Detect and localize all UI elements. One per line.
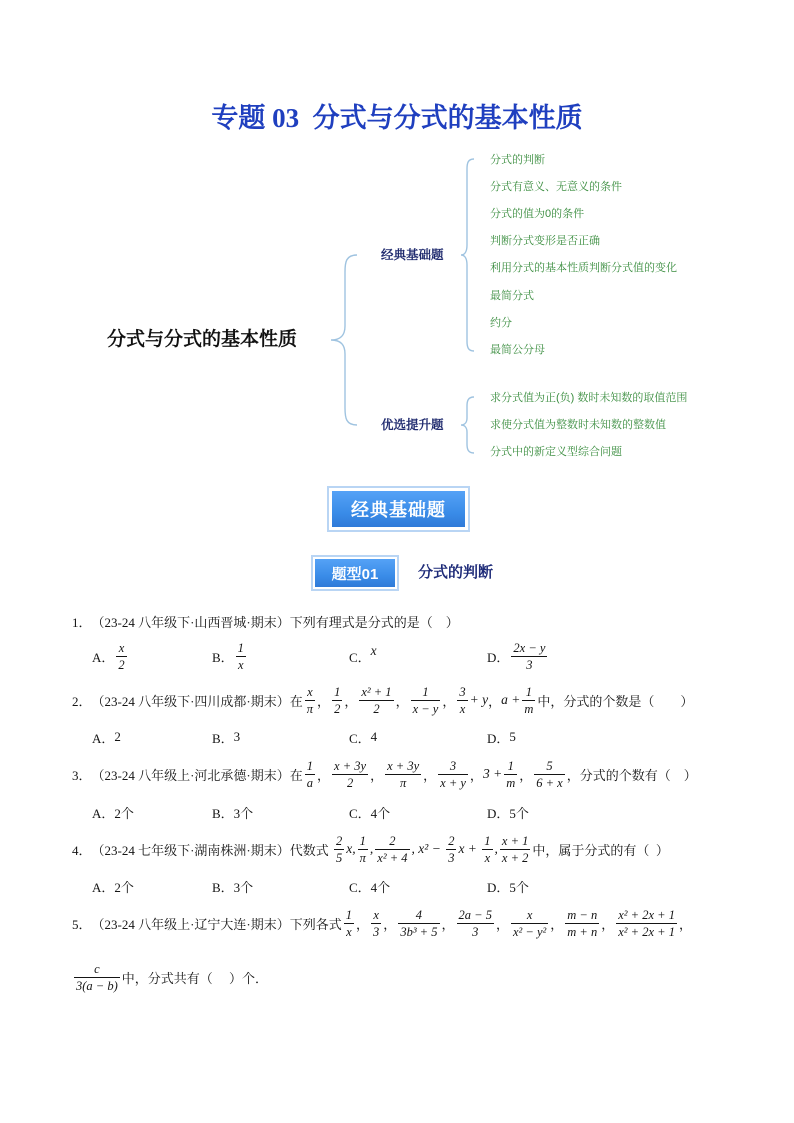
branch-2-brace — [461, 397, 474, 453]
fraction-numerator: x² + 2x + 1 — [618, 907, 675, 922]
fraction — [522, 685, 535, 716]
option-label: B． — [212, 730, 234, 746]
fraction — [457, 685, 467, 716]
question-stem-continued — [72, 962, 268, 993]
text-segment: 3个 — [233, 805, 254, 821]
question-stem — [290, 685, 694, 716]
option-value — [509, 877, 529, 896]
fraction-denominator: 2 — [334, 701, 341, 716]
fraction — [438, 759, 468, 790]
question-5 — [72, 906, 692, 940]
fraction-numerator: 1 — [507, 758, 514, 773]
fraction-numerator: 1 — [422, 684, 429, 699]
option-a — [92, 639, 129, 673]
option-label: D． — [487, 805, 510, 821]
text-segment: ， — [356, 916, 370, 932]
fraction-denominator: π — [359, 850, 366, 865]
fraction-denominator: x — [457, 700, 467, 716]
option-value — [114, 803, 134, 822]
fraction — [116, 641, 126, 672]
fraction-numerator: 2x − y — [513, 640, 546, 655]
question-2-options — [0, 720, 794, 754]
fraction-denominator: x — [236, 656, 246, 672]
option-label: C． — [349, 805, 371, 821]
option-label: A． — [92, 879, 115, 895]
fraction — [74, 962, 120, 993]
text-segment: 4个 — [370, 879, 391, 895]
math-expression: , — [494, 841, 498, 856]
option-value — [114, 877, 134, 896]
text-segment: 4个 — [370, 805, 391, 821]
fraction-denominator: x + 2 — [501, 850, 529, 865]
fraction-denominator: π — [385, 774, 421, 790]
text-segment: 下列有理式是分式的是（ ） — [289, 614, 459, 630]
math-expression: , x² − — [411, 841, 445, 856]
fraction — [359, 685, 393, 716]
text-segment: ， — [601, 916, 615, 932]
fraction-denominator: m — [506, 775, 516, 790]
option-value — [509, 729, 516, 745]
fraction — [305, 685, 315, 716]
topic-badge — [311, 555, 399, 591]
option-a — [92, 795, 134, 829]
math-expression: a + — [501, 692, 521, 707]
fraction-numerator: 1 — [484, 833, 491, 848]
fraction — [358, 834, 368, 865]
fraction-denominator: 3 — [448, 850, 455, 865]
option-label: A． — [92, 649, 115, 665]
option-d — [487, 795, 529, 829]
text-segment: 2个 — [114, 879, 134, 895]
fraction — [446, 834, 456, 865]
fraction-numerator: 1 — [525, 684, 533, 699]
mindmap-leaf: 分式有意义、无意义的条件 — [490, 181, 622, 193]
fraction-numerator: 1 — [306, 758, 314, 773]
option-label: A． — [92, 805, 115, 821]
option-value — [371, 803, 391, 822]
option-d — [487, 869, 529, 903]
fraction — [398, 908, 439, 939]
fraction-numerator: x + 3y — [334, 758, 367, 773]
text-segment: ， — [550, 916, 564, 932]
text-segment: ， — [317, 767, 331, 783]
text-segment: ，分式的个数有（ ） — [566, 767, 697, 783]
option-c — [349, 720, 377, 754]
fraction — [482, 834, 492, 865]
text-segment: 2个 — [114, 805, 134, 821]
text-segment: ， — [344, 693, 358, 709]
question-4 — [72, 832, 669, 866]
mindmap-leaf: 约分 — [490, 317, 512, 329]
question-source: （23-24 八年级下·四川成都·期末） — [91, 693, 290, 709]
question-4-options — [0, 869, 794, 903]
fraction-numerator: x — [118, 640, 125, 655]
fraction — [344, 908, 354, 939]
topic-badge-label: 题型01 — [315, 559, 395, 587]
text-segment: 4 — [370, 729, 378, 744]
mindmap-leaf: 分式的值为0的条件 — [490, 208, 585, 220]
mindmap-leaf: 分式中的新定义型综合问题 — [490, 446, 622, 458]
math-expression: x — [370, 643, 377, 658]
text-segment: ， — [370, 767, 384, 783]
option-value — [114, 641, 128, 672]
fraction-denominator: a — [306, 775, 314, 790]
mindmap-braces — [0, 0, 794, 480]
option-label: C． — [349, 730, 371, 746]
fraction — [511, 908, 548, 939]
fraction — [332, 759, 368, 790]
option-d — [487, 720, 516, 754]
fraction-denominator: π — [306, 701, 314, 716]
text-segment: ， — [519, 767, 533, 783]
text-segment: ， — [678, 916, 692, 932]
option-value — [509, 803, 529, 822]
mindmap-leaf: 求分式值为正(负) 数时未知数的取值范围 — [490, 392, 688, 404]
fraction — [457, 908, 494, 939]
question-stem — [290, 612, 459, 631]
text-segment: 2 — [114, 729, 121, 744]
option-label: B． — [212, 649, 234, 665]
text-segment: 中，分式的个数是（ ） — [537, 693, 694, 709]
option-value — [509, 641, 549, 672]
mindmap-leaf: 分式的判断 — [490, 154, 545, 166]
fraction — [616, 908, 677, 939]
text-segment: ， — [395, 693, 409, 709]
question-stem — [290, 834, 669, 865]
mindmap — [0, 0, 794, 480]
question-3-options — [0, 795, 794, 829]
mindmap-root: 分式与分式的基本性质 — [107, 329, 298, 350]
fraction — [504, 759, 517, 790]
fraction-denominator: x — [482, 849, 492, 865]
option-value — [371, 643, 377, 659]
text-segment: 5 — [509, 729, 516, 744]
option-a — [92, 720, 121, 754]
fraction-denominator: 2 — [359, 700, 393, 716]
fraction — [565, 908, 599, 939]
fraction-numerator: 2 — [448, 833, 455, 848]
fraction-denominator: x + y — [440, 775, 466, 790]
question-number: 3． — [72, 767, 92, 783]
math-expression: 3 + — [482, 766, 503, 781]
option-value — [114, 729, 121, 745]
fraction-numerator: 5 — [546, 758, 553, 773]
option-value — [234, 729, 241, 745]
text-segment: 5个 — [509, 879, 529, 895]
fraction-denominator: 3 — [373, 924, 380, 939]
fraction-numerator: x + 1 — [501, 833, 529, 848]
fraction-denominator: x — [344, 923, 354, 939]
question-stem — [290, 759, 697, 790]
text-segment: 在 — [289, 693, 303, 709]
option-label: D． — [487, 879, 510, 895]
fraction-numerator: 3 — [459, 684, 466, 699]
option-value — [371, 877, 391, 896]
question-1-options — [0, 639, 794, 673]
fraction-numerator: m − n — [567, 907, 598, 922]
fraction — [236, 641, 246, 672]
text-segment: ， — [317, 693, 331, 709]
option-value — [234, 803, 254, 822]
question-source: （23-24 八年级上·辽宁大连·期末） — [91, 916, 290, 932]
question-5-continued — [72, 960, 268, 994]
question-1 — [72, 604, 459, 638]
text-segment: ， — [442, 693, 456, 709]
option-label: C． — [349, 879, 371, 895]
question-stem — [290, 908, 692, 939]
mindmap-leaf: 最简公分母 — [490, 344, 545, 356]
option-label: D． — [487, 649, 510, 665]
text-segment: 下列各式 — [289, 916, 342, 932]
question-source: （23-24 八年级下·山西晋城·期末） — [91, 614, 290, 630]
fraction-denominator: x² − y² — [512, 924, 547, 939]
fraction-numerator: x + 3y — [387, 758, 420, 773]
fraction — [511, 641, 547, 672]
fraction-numerator: x — [526, 907, 533, 922]
fraction — [411, 685, 441, 716]
option-value — [234, 877, 254, 896]
root-brace — [331, 255, 357, 425]
fraction — [375, 834, 409, 865]
option-label: B． — [212, 879, 234, 895]
fraction-denominator: m + n — [567, 924, 598, 939]
fraction-denominator: 2 — [332, 774, 368, 790]
option-b — [212, 869, 253, 903]
option-c — [349, 869, 390, 903]
fraction-denominator: x² + 4 — [377, 850, 408, 865]
fraction-numerator: x — [373, 907, 379, 922]
mindmap-branch-advanced: 优选提升题 — [381, 418, 444, 432]
mindmap-branch-basic: 经典基础题 — [381, 248, 444, 262]
fraction-denominator: 6 + x — [536, 775, 563, 790]
fraction — [385, 759, 421, 790]
question-source: （23-24 八年级上·河北承德·期末） — [91, 767, 290, 783]
fraction-numerator: 4 — [415, 907, 423, 922]
option-b — [212, 720, 240, 754]
text-segment: 在 — [289, 767, 303, 783]
question-2 — [72, 683, 693, 717]
option-label: D． — [487, 730, 510, 746]
option-label: B． — [212, 805, 234, 821]
option-c — [349, 795, 390, 829]
option-b — [212, 795, 253, 829]
fraction-numerator: 2 — [389, 833, 396, 848]
fraction-numerator: 1 — [237, 640, 244, 655]
section-banner-label: 经典基础题 — [332, 491, 465, 527]
mindmap-leaf: 判断分式变形是否正确 — [490, 235, 600, 247]
fraction-numerator: x² + 1 — [361, 684, 392, 699]
question-number: 1． — [72, 614, 92, 630]
text-segment: ， — [423, 767, 437, 783]
fraction-denominator: x − y — [412, 701, 439, 716]
fraction-numerator: 1 — [345, 907, 353, 922]
fraction-numerator: 2 — [336, 833, 343, 848]
fraction-denominator: 5 — [336, 850, 343, 865]
text-segment: 5个 — [509, 805, 529, 821]
option-a — [92, 869, 134, 903]
option-label: A． — [92, 730, 115, 746]
text-segment: 中，分式共有（ ）个． — [121, 970, 269, 986]
fraction — [334, 834, 344, 865]
fraction-numerator: x — [307, 684, 313, 699]
fraction-numerator: 1 — [334, 684, 341, 699]
option-d — [487, 639, 549, 673]
text-segment: 3 — [233, 729, 241, 744]
fraction — [371, 908, 381, 939]
option-label: C． — [349, 649, 371, 665]
fraction — [534, 759, 564, 790]
section-banner — [327, 486, 470, 532]
math-expression: , — [369, 841, 374, 856]
math-expression: + y — [469, 692, 489, 707]
mindmap-leaf: 求使分式值为整数时未知数的整数值 — [490, 419, 666, 431]
text-segment: 中，属于分式的有（ ） — [532, 842, 669, 858]
branch-1-brace — [461, 159, 474, 351]
option-b — [212, 639, 248, 673]
fraction-denominator: 3 — [457, 923, 494, 939]
text-segment: ， — [488, 693, 502, 709]
question-source: （23-24 七年级下·湖南株洲·期末） — [91, 842, 290, 858]
option-c — [349, 639, 377, 673]
fraction-denominator: x² + 2x + 1 — [618, 924, 675, 939]
question-number: 2． — [72, 693, 92, 709]
fraction-denominator: 2 — [118, 657, 125, 672]
fraction-numerator: 2a − 5 — [458, 907, 492, 922]
fraction-denominator: 3 — [511, 656, 547, 672]
fraction — [305, 759, 315, 790]
topic-title: 分式的判断 — [418, 564, 494, 581]
mindmap-leaf: 利用分式的基本性质判断分式值的变化 — [490, 262, 677, 274]
text-segment: ， — [441, 916, 455, 932]
fraction — [500, 834, 530, 865]
fraction-denominator: m — [524, 701, 534, 716]
question-3 — [72, 757, 697, 791]
question-number: 4． — [72, 842, 92, 858]
mindmap-leaf: 最简分式 — [490, 290, 534, 302]
math-expression: x + — [458, 841, 481, 856]
text-segment: ， — [495, 916, 509, 932]
fraction-numerator: c — [94, 961, 100, 976]
text-segment: ， — [469, 767, 483, 783]
question-number: 5． — [72, 916, 92, 932]
option-value — [371, 729, 378, 745]
option-value — [234, 641, 248, 672]
fraction — [332, 685, 342, 716]
fraction-numerator: 3 — [449, 758, 457, 773]
math-expression: x, — [346, 841, 356, 856]
page-title: 专题 03 分式与分式的基本性质 — [211, 103, 583, 133]
fraction-denominator: 3(a − b) — [76, 978, 118, 993]
text-segment: 代数式 — [289, 842, 333, 858]
fraction-numerator: 1 — [359, 833, 366, 848]
fraction-denominator: 3b³ + 5 — [400, 924, 438, 939]
text-segment: 3个 — [233, 879, 254, 895]
text-segment: ， — [383, 916, 397, 932]
